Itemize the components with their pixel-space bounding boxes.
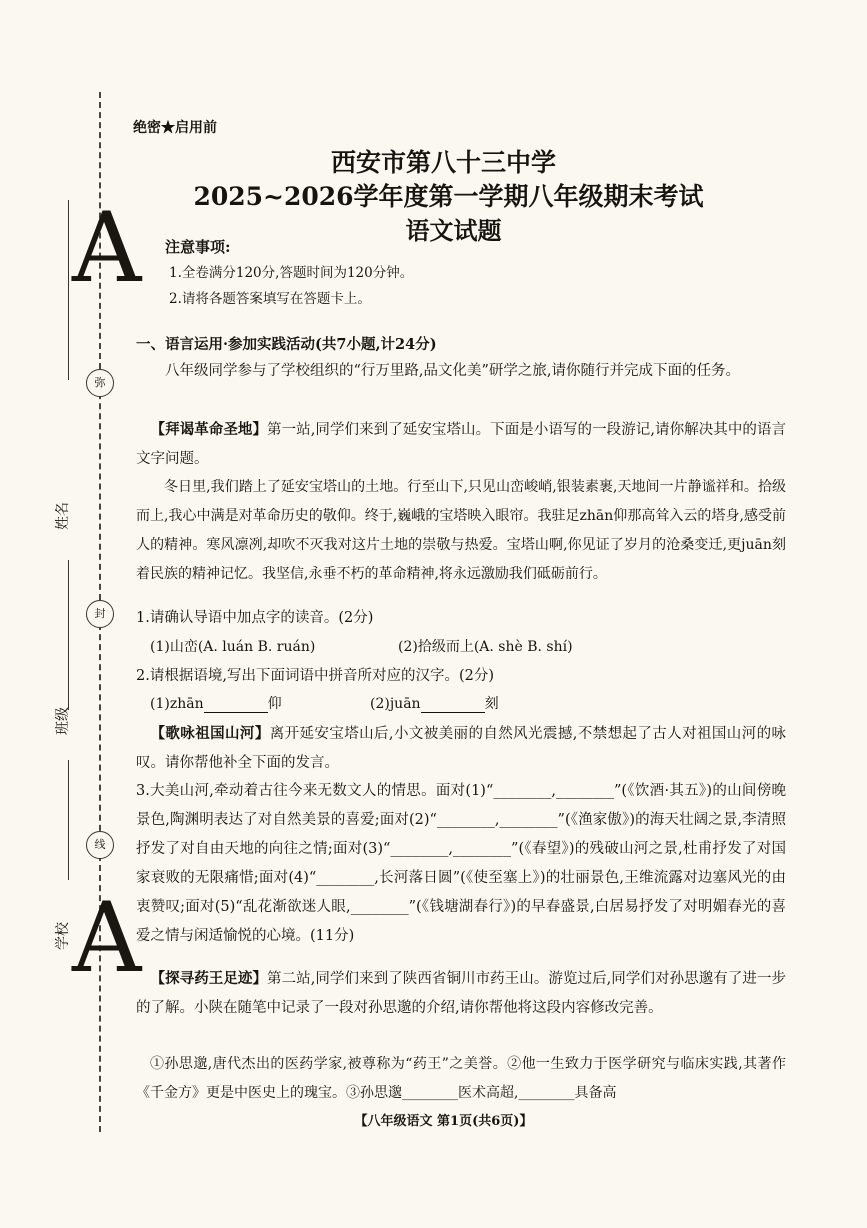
question-3: 3.大美山河,牵动着古往今来无数文人的情思。面对(1)“________,________”(《饮酒·其五》)的山间傍晚景色,陶渊明表达了对自然美景的喜爱;面对(2)“________,________”(《渔家傲》)的海天壮阔之景,李清照抒发了对自由天地的向往之情;面对(3)“________,________”(《春望》)的残破山河之景,杜甫抒发了对国家衰败的无限痛惜;面对(4)“________,长河落日圆”(《使至塞上》)的壮丽景色,王维流露对边塞风光的由衷赞叹;面对(5)“乱花渐欲迷人眼,________”(《钱塘湖春行》)的早春盛景,白居易抒发了对明媚春光的喜爱之情与闲适愉悦的心境。(11分) bbox=[136, 783, 786, 944]
seal-circle-xian: 线 bbox=[86, 831, 114, 859]
station-1-tag: 【拜谒革命圣地】 bbox=[150, 421, 268, 438]
school-title: 西安市第八十三中学 bbox=[330, 148, 556, 177]
class-underline bbox=[68, 560, 69, 710]
answer-blank[interactable] bbox=[204, 698, 268, 713]
question-2-item-2 bbox=[370, 693, 499, 713]
travel-essay: 冬日里,我们踏上了延安宝塔山的土地。行至山下,只见山峦峻峭,银装素裹,天地间一片静谧祥和。拾级而上,我心中满是对革命历史的敬仰。终于,巍峨的宝塔映入眼帘。我驻足zhān仰那高耸入云的塔身,感受前人的精神。寒风凛冽,却吹不灭我对这片土地的崇敬与热爱。宝塔山啊,你见证了岁月的沧桑变迁,更juān刻着民族的精神记忆。我坚信,永垂不朽的革命精神,将永远激励我们砥砺前行。 bbox=[136, 479, 786, 582]
school-underline bbox=[68, 760, 69, 880]
station-2-text: 离开延安宝塔山后,小文被美丽的自然风光震撼,不禁想起了古人对祖国山河的咏叹。请你帮他补全下面的发言。 bbox=[136, 726, 787, 771]
paper-type-letter-top: A bbox=[72, 192, 142, 304]
q2-item-1-char: 仰 bbox=[267, 696, 282, 712]
notice-item-2: 2.请将各题答案填写在答题卡上。 bbox=[169, 291, 371, 307]
question-1-option-b: (2)拾级而上(A. shè B. shí) bbox=[398, 639, 573, 655]
question-1-option-a: (1)山峦(A. luán B. ruán) bbox=[150, 639, 316, 655]
q2-item-1-pinyin: (1)zhān bbox=[150, 696, 204, 712]
station-2-tag: 【歌咏祖国山河】 bbox=[150, 725, 270, 742]
subject-title: 语文试题 bbox=[405, 216, 502, 245]
station-3-tag: 【探寻药王足迹】 bbox=[150, 970, 268, 987]
question-1: 1.请确认导语中加点字的读音。(2分) bbox=[136, 610, 374, 626]
seal-circle-feng: 封 bbox=[86, 600, 114, 628]
question-2-item-1 bbox=[150, 693, 282, 713]
notice-item-1: 1.全卷满分120分,答题时间为120分钟。 bbox=[169, 265, 414, 281]
notice-title: 注意事项: bbox=[165, 238, 231, 256]
school-label: 学校 bbox=[55, 922, 71, 950]
confidential-mark: 绝密★启用前 bbox=[133, 120, 217, 136]
exam-title: 2025~2026学年度第一学期八年级期末考试 bbox=[193, 182, 704, 211]
q2-item-2-pinyin: (2)juān bbox=[370, 696, 421, 712]
class-label: 班级 bbox=[55, 707, 71, 735]
station-3-text: 第二站,同学们来到了陕西省铜川市药王山。游览过后,同学们对孙思邈有了进一步的了解。小陕在随笔中记录了一段对孙思邈的介绍,请你帮他将这段内容修改完善。 bbox=[136, 971, 787, 1016]
sun-simiao-passage: ①孙思邈,唐代杰出的医药学家,被尊称为“药王”之美誉。②他一生致力于医学研究与临床实践,其著作《千金方》更是中医史上的瑰宝。③孙思邈________医术高超,________具备高 bbox=[136, 1056, 786, 1101]
section-intro: 八年级同学参与了学校组织的“行万里路,品文化美”研学之旅,请你随行并完成下面的任务。 bbox=[165, 363, 741, 379]
seal-circle-mi: 弥 bbox=[86, 369, 114, 397]
page-footer: 【八年级语文 第1页(共6页)】 bbox=[354, 1114, 533, 1129]
station-1-paragraph bbox=[136, 415, 786, 474]
station-3-paragraph bbox=[136, 964, 786, 1023]
paper-type-letter-bottom: A bbox=[72, 882, 142, 994]
section-heading: 一、语言运用·参加实践活动(共7小题,计24分) bbox=[136, 336, 437, 353]
q2-item-2-char: 刻 bbox=[484, 696, 499, 712]
question-2: 2.请根据语境,写出下面词语中拼音所对应的汉字。(2分) bbox=[136, 668, 494, 684]
station-1-text: 第一站,同学们来到了延安宝塔山。下面是小语写的一段游记,请你解决其中的语言文字问题。 bbox=[136, 422, 787, 467]
answer-blank[interactable] bbox=[421, 698, 485, 713]
name-label: 姓名 bbox=[55, 502, 71, 530]
station-2-paragraph bbox=[136, 719, 786, 778]
